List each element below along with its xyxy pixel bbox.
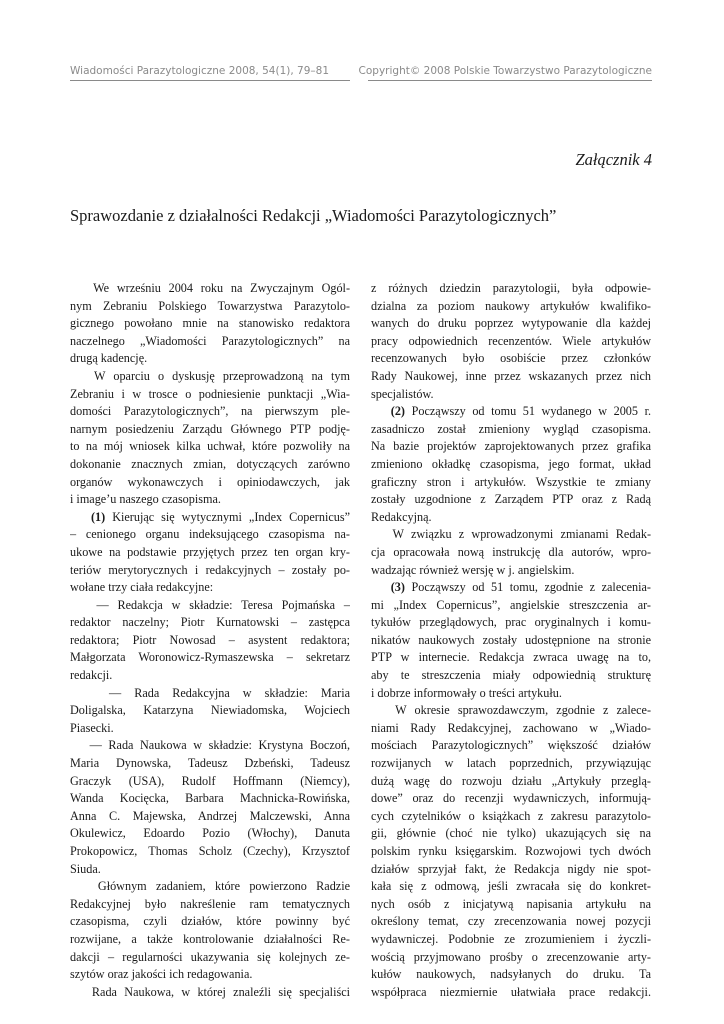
article-title: Sprawozdanie z działalności Redakcji „Wiadomości Parazytologicznych”	[70, 206, 557, 225]
text-line: recenzowanych było osobiście przez członków	[371, 351, 651, 366]
text-line: (2) Począwszy od tomu 51 wydanego w 2005 r.	[390, 404, 651, 419]
header-rule-right	[368, 80, 652, 81]
text-line: Rady Naukowej, inne przez wskazanych przez nich	[371, 368, 651, 383]
text-line: wanych do druku poprzez wytypowanie dla każdej	[371, 316, 651, 331]
text-line: — Rada Redakcyjna w składzie: Maria	[70, 685, 350, 700]
text-line: Anna C. Majewska, Andrzej Malczewski, Anna	[70, 808, 350, 823]
text-line: wydawniczej. Podobnie ze zrozumieniem i życzli-	[371, 931, 651, 946]
text-line: wadzając również wersję w j. angielskim.	[371, 562, 575, 577]
text-line: dokonanie znacznych zmian, dotyczących zarówno	[70, 456, 350, 471]
text-line: to na mój wniosek kilka uchwał, które pozwoliły na	[70, 439, 350, 454]
text-line: Wanda Kocięcka, Barbara Machnicka-Rowińska,	[70, 791, 350, 806]
text-line: Okulewicz, Edoardo Pozio (Włochy), Danuta	[70, 826, 350, 841]
text-line: Doligalska, Katarzyna Niewiadomska, Wojciech	[70, 703, 350, 718]
text-line: — Rada Naukowa w składzie: Krystyna Boczoń,	[70, 738, 350, 753]
text-line: Redakcyjną.	[371, 509, 432, 524]
text-line: W związku z wprowadzonymi zmianami Redak-	[371, 527, 651, 542]
text-line: dzialna za poziom naukowy artykułów kwalifiko-	[371, 298, 651, 313]
text-line: niami Rady Redakcyjnej, zachowano w „Wiado-	[371, 720, 651, 735]
text-line: zmieniono okładkę czasopisma, jego format, układ	[371, 456, 651, 471]
text-line: Małgorzata Woronowicz-Rymaszewska – sekretarz	[70, 650, 350, 665]
text-line: W okresie sprawozdawczym, zgodnie z zalece-	[371, 703, 651, 718]
text-line: szytów oraz jakości ich redagowania.	[70, 967, 253, 982]
text-line: PTP w internecie. Redakcja zwraca uwagę na to,	[371, 650, 651, 665]
text-line: działów sprzyjał fakt, że Redakcja nigdy nie spot-	[371, 861, 651, 876]
text-line: redaktora; Piotr Nowosad – asystent redaktora;	[70, 632, 350, 647]
text-line: graficzny stron i artykułów. Wszystkie te zmiany	[371, 474, 651, 489]
text-line: narnym posiedzeniu Zarządu Głównego PTP podję-	[70, 421, 350, 436]
text-line: Graczyk (USA), Rudolf Hoffmann (Niemcy),	[70, 773, 350, 788]
header-rule-left	[70, 80, 350, 81]
text-line: organów wykonawczych i opiniodawczych, jak	[70, 474, 350, 489]
text-line: tykułów przeglądowych, prac oryginalnych i komu-	[371, 615, 651, 630]
text-line: cych czytelników o książkach z zakresu parazytolo-	[371, 808, 651, 823]
text-line: zasadniczo został zmieniony wygląd czasopisma.	[371, 421, 651, 436]
text-line: aby te streszczenia miały odpowiednią strukturę	[371, 668, 651, 683]
text-line: naczelnego „Wiadomości Parazytologicznych” na	[70, 333, 350, 348]
text-line: Piasecki.	[70, 720, 114, 735]
text-line: – cenionego organu indeksującego czasopisma na-	[70, 527, 350, 542]
text-line: rozwijane, a także kontrolowanie działalności Re-	[70, 931, 350, 946]
text-line: zostały uzgodnione z Zarządem PTP oraz z Radą	[371, 492, 651, 507]
text-line: nych osób z inicjatywą napisania artykułu na	[371, 896, 651, 911]
left-column	[70, 280, 350, 1001]
running-header	[70, 62, 652, 82]
text-line: drugą kadencję.	[70, 351, 148, 366]
copyright-notice: Copyright© 2008 Polskie Towarzystwo Parazytologiczne	[358, 65, 652, 77]
text-line: pracy odpowiednich recenzentów. Wiele artykułów	[371, 333, 651, 348]
text-line: określony temat, czy zrecenzowania nowej pozycji	[371, 914, 651, 929]
text-line: nym Zebraniu Polskiego Towarzystwa Parazytolo-	[70, 298, 350, 313]
text-line: Prokopowicz, Thomas Scholz (Czechy), Krzysztof	[70, 844, 350, 858]
text-line: — Redakcja w składzie: Teresa Pojmańska –	[70, 597, 350, 612]
text-line: (3) Począwszy od 51 tomu, zgodnie z zalecenia-	[390, 580, 651, 595]
text-line: Maria Dynowska, Tadeusz Dzbeński, Tadeusz	[70, 756, 350, 771]
text-line: dowe” oraz do recenzji wydawniczych, informują-	[371, 791, 651, 806]
text-line: Zebraniu i w trosce o podniesienie punktacji „Wia-	[70, 386, 350, 401]
text-line: gicznego powołano mnie na stanowisko redaktora	[70, 316, 350, 331]
text-line: Siuda.	[70, 861, 101, 876]
text-line: i dobrze informowały o treści artykułu.	[371, 685, 562, 700]
text-line: dakcji – regularności ukazywania się kolejnych ze-	[70, 949, 350, 964]
right-column	[371, 280, 651, 1001]
text-line: cja opracowała nową instrukcję dla autorów, wpro-	[371, 544, 651, 559]
journal-citation: Wiadomości Parazytologiczne 2008, 54(1), 79–81	[70, 65, 329, 77]
text-line: mościach Parazytologicznych” większość działów	[371, 738, 651, 753]
text-line: ukowe na podstawie przyjętych przez ten organ kry-	[70, 544, 350, 559]
text-line: polskim rynku księgarskim. Rozwojowi tych dwóch	[371, 844, 651, 858]
text-line: redaktor naczelny; Piotr Kurnatowski – zastępca	[70, 615, 350, 630]
text-line: rozwijanych w latach poprzednich, przywiązując	[371, 756, 651, 771]
text-line: wołane trzy ciała redakcyjne:	[70, 580, 214, 595]
text-line: wością przyjmowano prośby o zrecenzowanie arty-	[371, 949, 651, 964]
text-line: redakcji.	[70, 668, 113, 683]
text-line: mi „Index Copernicus”, angielskie streszczenia ar-	[371, 597, 651, 612]
text-line: teriów merytorycznych i redakcyjnych – zostały po-	[70, 562, 350, 577]
text-line: nikatów naukowych zostały udostępnione na stronie	[371, 632, 651, 647]
text-line: Rada Naukowa, w której znaleźli się specjaliści	[70, 984, 350, 999]
text-line: W oparciu o dyskusję przeprowadzoną na tym	[70, 368, 350, 383]
text-line: Redakcyjnej było nakreślenie ram tematycznych	[70, 896, 350, 911]
text-line: domości Parazytologicznych”, na pierwszym ple-	[70, 404, 350, 419]
text-line: i image’u naszego czasopisma.	[70, 492, 221, 507]
text-line: We wrześniu 2004 roku na Zwyczajnym Ogól-	[70, 281, 350, 295]
text-line: czasopisma, czyli działów, które powinny być	[70, 914, 350, 929]
text-line: Głównym zadaniem, które powierzono Radzie	[70, 879, 350, 894]
text-line: kała się z odmową, jeśli zwracała się do konkret-	[371, 879, 651, 894]
text-line: gii, głównie (choć nie tylko) ukazujących się na	[371, 826, 651, 841]
attachment-label: Załącznik 4	[575, 150, 652, 169]
text-line: z różnych dziedzin parazytologii, była odpowie-	[371, 281, 651, 295]
text-line: specjalistów.	[371, 386, 434, 401]
text-line: kułów naukowych, nadsyłanych do druku. Ta	[371, 967, 651, 982]
text-line: Na bazie projektów zaprojektowanych przez grafika	[371, 439, 651, 454]
text-line: współpraca niezmiernie ułatwiała prace redakcji.	[371, 984, 651, 999]
text-line: (1) Kierując się wytycznymi „Index Copernicus”	[90, 509, 350, 524]
text-line: dużą wagę do rozwoju działu „Artykuły przeglą-	[371, 773, 651, 788]
